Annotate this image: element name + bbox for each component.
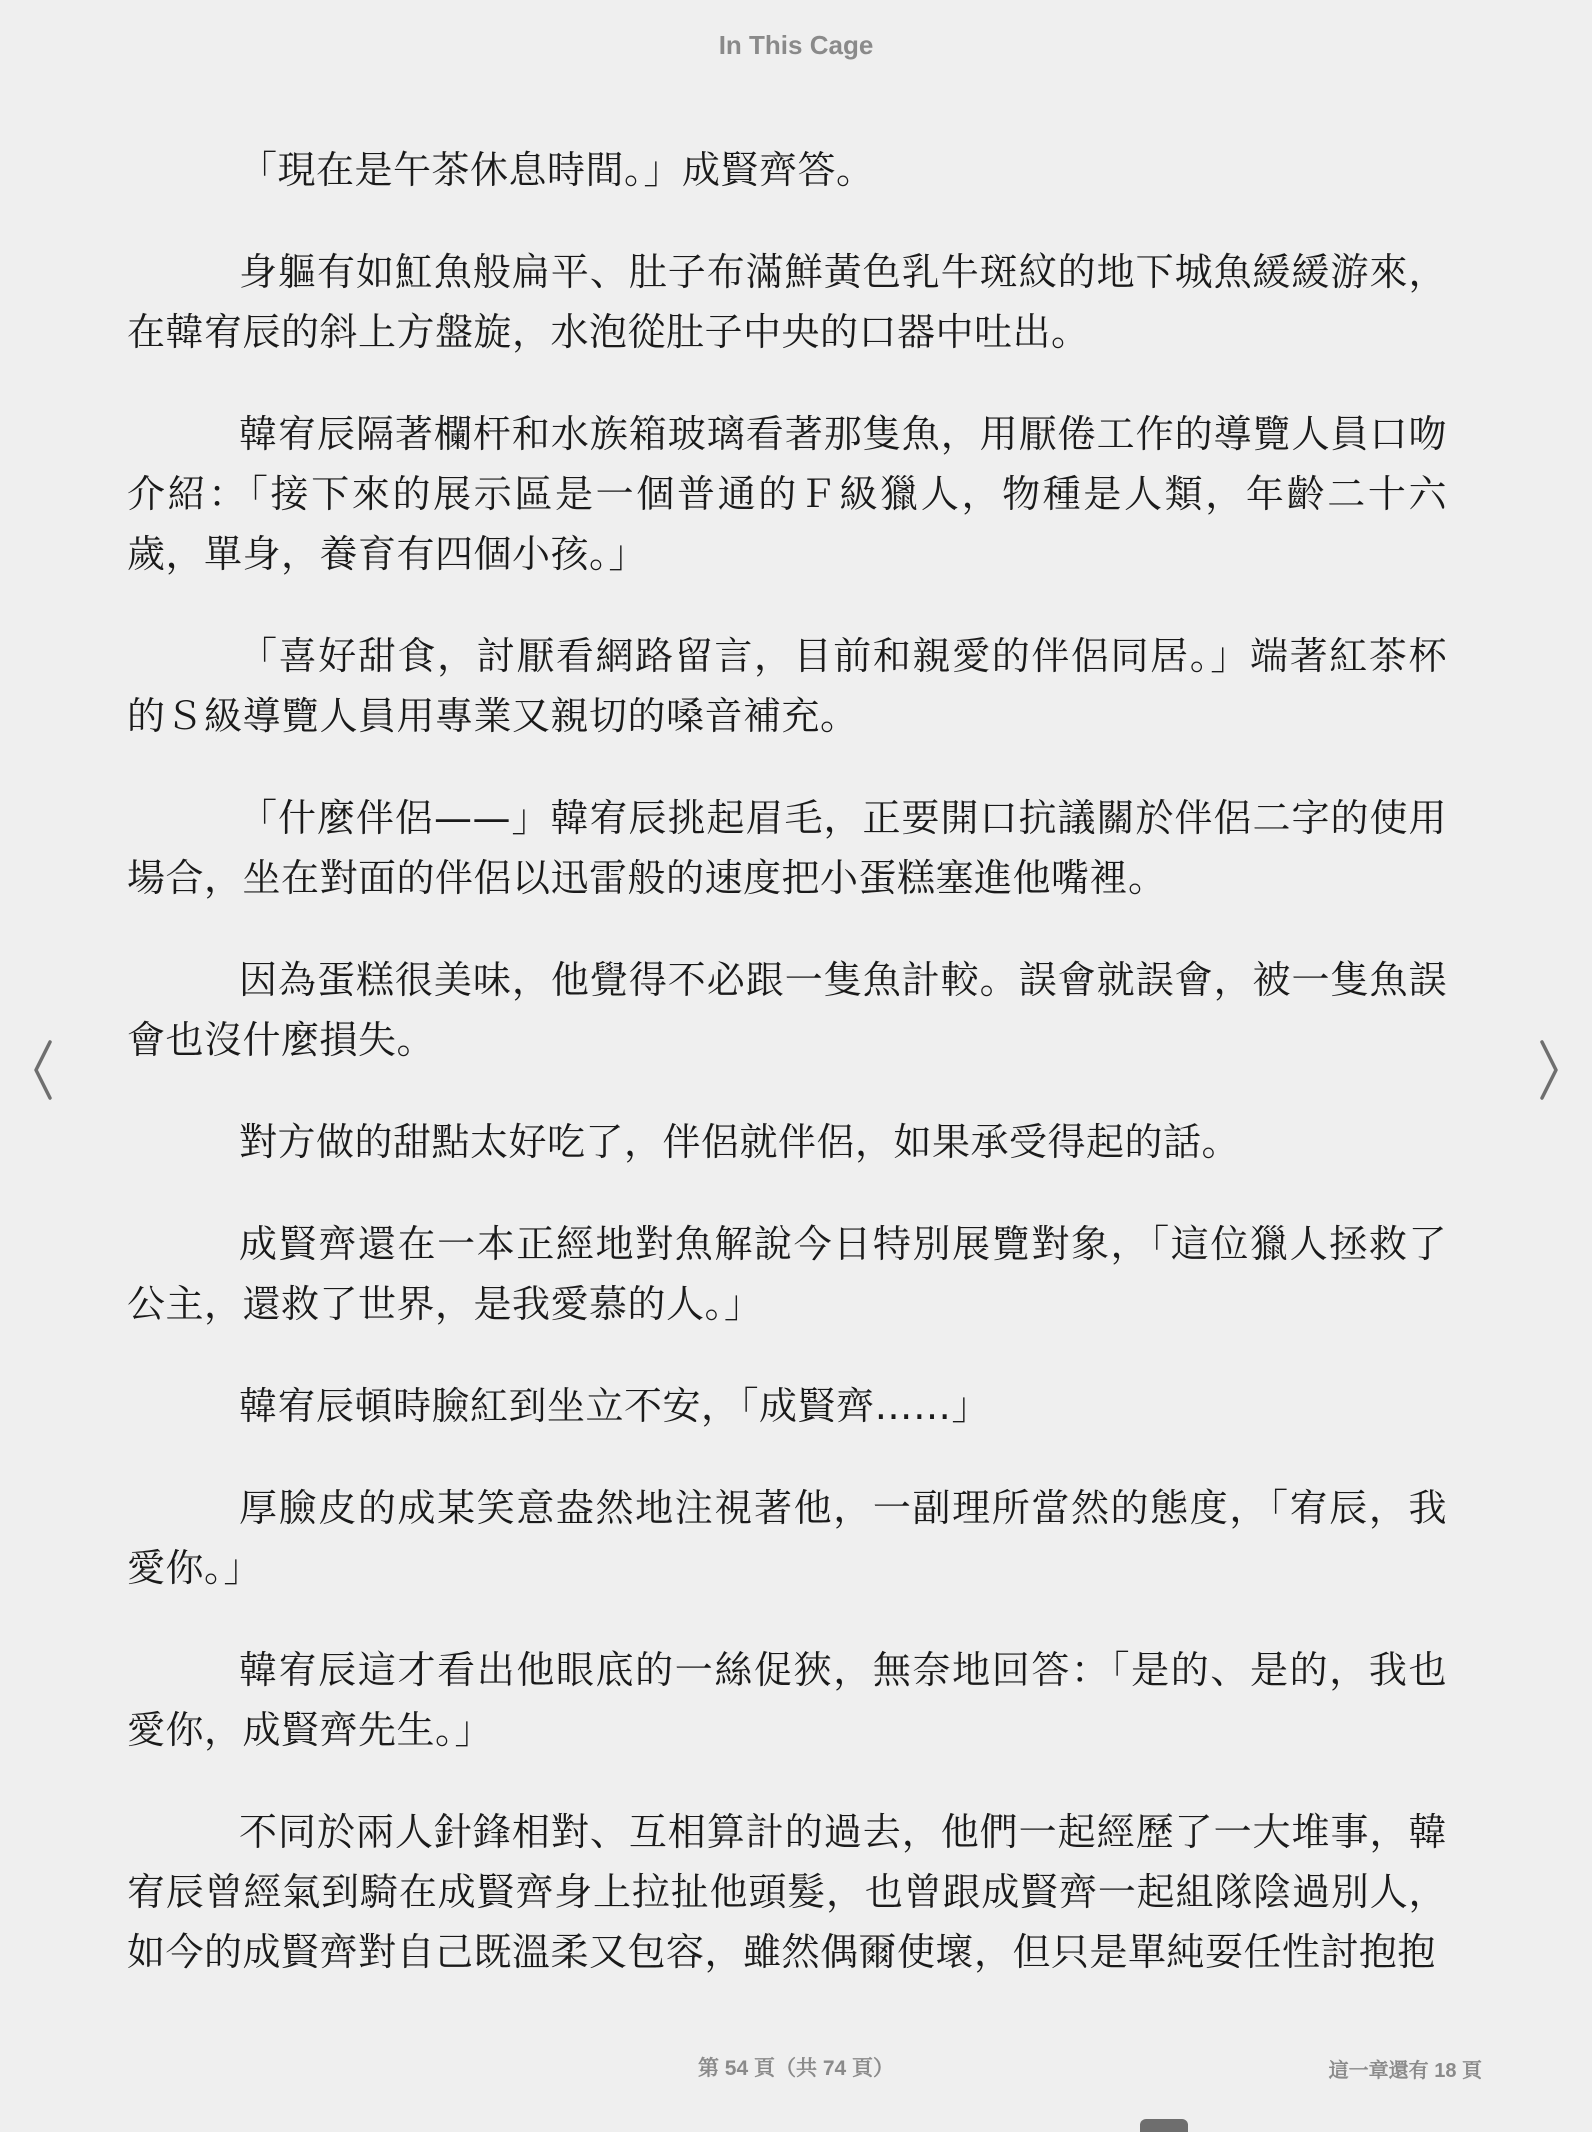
paragraph: 成賢齊還在一本正經地對魚解說今日特別展覽對象，「這位獵人拯救了公主，還救了世界，是我愛慕的人。」: [127, 1222, 1447, 1326]
paragraph: 不同於兩人針鋒相對、互相算計的過去，他們一起經歷了一大堆事，韓宥辰曾經氣到騎在成賢齊身上拉扯他頭髮，也曾跟成賢齊一起組隊陰過別人，如今的成賢齊對自己既溫柔又包容，雖然偶爾使壞，但只是單純耍任性討抱抱: [127, 1810, 1447, 1974]
paragraph: 韓宥辰這才看出他眼底的一絲促狹，無奈地回答：「是的、是的，我也愛你，成賢齊先生。」: [127, 1648, 1447, 1752]
paragraph: 因為蛋糕很美味，他覺得不必跟一隻魚計較。誤會就誤會，被一隻魚誤會也沒什麼損失。: [127, 958, 1447, 1062]
paragraph: 韓宥辰頓時臉紅到坐立不安，「成賢齊……」: [239, 1384, 991, 1428]
chevron-right-icon: [1538, 1040, 1560, 1100]
paragraph: 厚臉皮的成某笑意盎然地注視著他，一副理所當然的態度，「宥辰，我愛你。」: [127, 1486, 1447, 1590]
paragraph: 「喜好甜食，討厭看網路留言，目前和親愛的伴侶同居。」端著紅茶杯的Ｓ級導覽人員用專業又親切的嗓音補充。: [127, 634, 1447, 738]
next-page-button[interactable]: [1524, 1030, 1574, 1110]
reading-content: [127, 140, 1447, 1980]
book-title: In This Cage: [718, 30, 874, 60]
page-indicator: 第 54 頁（共 74 頁）: [697, 2057, 895, 2080]
paragraph: 韓宥辰隔著欄杆和水族箱玻璃看著那隻魚，用厭倦工作的導覽人員口吻介紹：「接下來的展示區是一個普通的Ｆ級獵人，物種是人類，年齡二十六歲，單身，養育有四個小孩。」: [127, 412, 1447, 576]
previous-page-button[interactable]: [18, 1030, 68, 1110]
paragraph: 對方做的甜點太好吃了，伴侶就伴侶，如果承受得起的話。: [239, 1120, 1241, 1164]
home-indicator[interactable]: [1140, 2119, 1188, 2132]
chapter-remaining-pages: 這一章還有 18 頁: [1328, 2060, 1482, 2082]
chevron-left-icon: [32, 1040, 54, 1100]
paragraph: 「什麼伴侶——」韓宥辰挑起眉毛，正要開口抗議關於伴侶二字的使用場合，坐在對面的伴侶以迅雷般的速度把小蛋糕塞進他嘴裡。: [127, 796, 1447, 900]
paragraph: 身軀有如魟魚般扁平、肚子布滿鮮黃色乳牛斑紋的地下城魚緩緩游來，在韓宥辰的斜上方盤旋，水泡從肚子中央的口器中吐出。: [127, 250, 1447, 354]
paragraph: 「現在是午茶休息時間。」成賢齊答。: [239, 148, 875, 192]
